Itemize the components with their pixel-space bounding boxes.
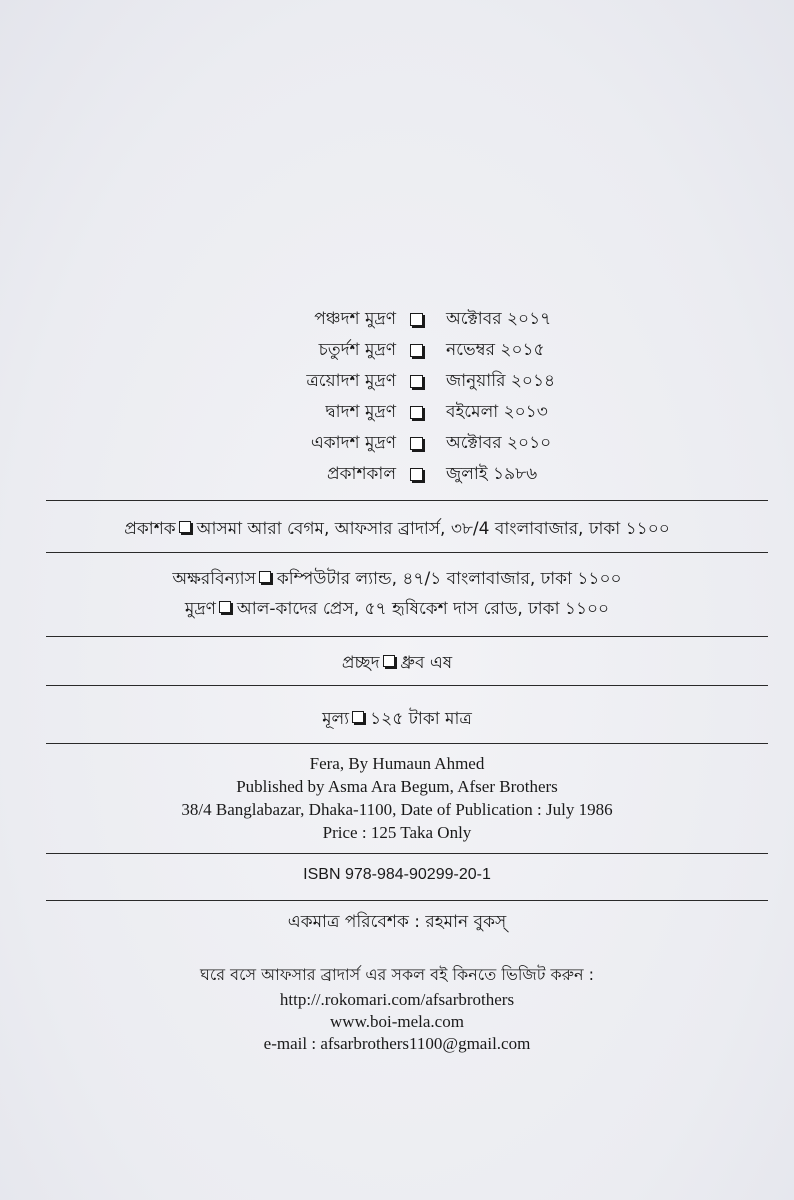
publisher-value: আসমা আরা বেগম, আফসার ব্রাদার্স, ৩৮/4 বাংলাবাজার, ঢাকা ১১০০ xyxy=(196,519,670,539)
english-address-line: 38/4 Banglabazar, Dhaka-1100, Date of Publication : July 1986 xyxy=(181,800,613,819)
boimela-link[interactable]: www.boi-mela.com xyxy=(330,1012,464,1031)
box-bullet-icon xyxy=(410,406,423,419)
printing-row xyxy=(0,366,794,397)
email-link[interactable]: e-mail : afsarbrothers1100@gmail.com xyxy=(263,1034,531,1053)
isbn: ISBN 978-984-90299-20-1 xyxy=(303,866,491,883)
box-bullet-icon xyxy=(410,344,423,357)
edition-date: জানুয়ারি ২০১৪ xyxy=(446,371,556,391)
english-publisher-line: Published by Asma Ara Begum, Afser Brothers xyxy=(236,777,558,796)
box-bullet-icon xyxy=(410,375,423,388)
printing-row xyxy=(0,397,794,428)
printing-row xyxy=(0,335,794,366)
edition-label: চতুর্দশ মুদ্রণ xyxy=(318,340,396,360)
edition-label: ত্রয়োদশ মুদ্রণ xyxy=(306,371,396,391)
box-bullet-icon xyxy=(410,437,423,450)
distributor-line: একমাত্র পরিবেশক : রহমান বুকস্ xyxy=(287,912,507,932)
box-bullet-icon xyxy=(219,601,231,613)
price-label: মূল্য xyxy=(322,709,350,729)
edition-label: দ্বাদশ মুদ্রণ xyxy=(325,402,396,422)
typesetting-value: কম্পিউটার ল্যান্ড, ৪৭/১ বাংলাবাজার, ঢাকা ১১০০ xyxy=(276,569,622,589)
divider xyxy=(46,500,768,501)
box-bullet-icon xyxy=(259,571,271,583)
english-price-line: Price : 125 Taka Only xyxy=(322,823,472,842)
printing-history xyxy=(0,304,794,490)
printing-row xyxy=(0,428,794,459)
cover-line xyxy=(0,650,794,678)
cover-label: প্রচ্ছদ xyxy=(341,653,380,673)
edition-date: অক্টোবর ২০১৭ xyxy=(446,309,552,329)
printing-row xyxy=(0,459,794,490)
box-bullet-icon xyxy=(352,711,364,723)
printer-value: আল-কাদের প্রেস, ৫৭ হৃষিকেশ দাস রোড, ঢাকা ১১০০ xyxy=(236,599,610,619)
price-line xyxy=(0,706,794,734)
edition-date: বইমেলা ২০১৩ xyxy=(446,402,548,422)
divider xyxy=(46,900,768,901)
box-bullet-icon xyxy=(383,655,395,667)
edition-date: জুলাই ১৯৮৬ xyxy=(446,464,538,484)
edition-date: অক্টোবর ২০১০ xyxy=(446,433,552,453)
online-heading: ঘরে বসে আফসার ব্রাদার্স এর সকল বই কিনতে ভিজিট করুন : xyxy=(199,965,595,984)
box-bullet-icon xyxy=(410,468,423,481)
box-bullet-icon xyxy=(410,313,423,326)
box-bullet-icon xyxy=(179,521,191,533)
edition-label: প্রকাশকাল xyxy=(326,464,396,484)
edition-label: পঞ্চদশ মুদ্রণ xyxy=(314,309,396,329)
cover-value: ধ্রুব এষ xyxy=(400,653,453,673)
printer-label: মুদ্রণ xyxy=(184,599,216,619)
divider xyxy=(46,743,768,744)
divider xyxy=(46,685,768,686)
publisher-line xyxy=(0,516,794,544)
printing-row xyxy=(0,304,794,335)
english-title-line: Fera, By Humaun Ahmed xyxy=(309,754,485,773)
rokomari-link[interactable]: http://.rokomari.com/afsarbrothers xyxy=(279,990,515,1009)
edition-date: নভেম্বর ২০১৫ xyxy=(446,340,545,360)
divider xyxy=(46,552,768,553)
typesetting-line xyxy=(0,566,794,594)
printer-line xyxy=(0,596,794,624)
edition-label: একাদশ মুদ্রণ xyxy=(310,433,396,453)
typesetting-label: অক্ষরবিন্যাস xyxy=(172,569,256,589)
publisher-label: প্রকাশক xyxy=(124,519,176,539)
price-value: ১২৫ টাকা মাত্র xyxy=(370,709,472,729)
divider xyxy=(46,853,768,854)
divider xyxy=(46,636,768,637)
